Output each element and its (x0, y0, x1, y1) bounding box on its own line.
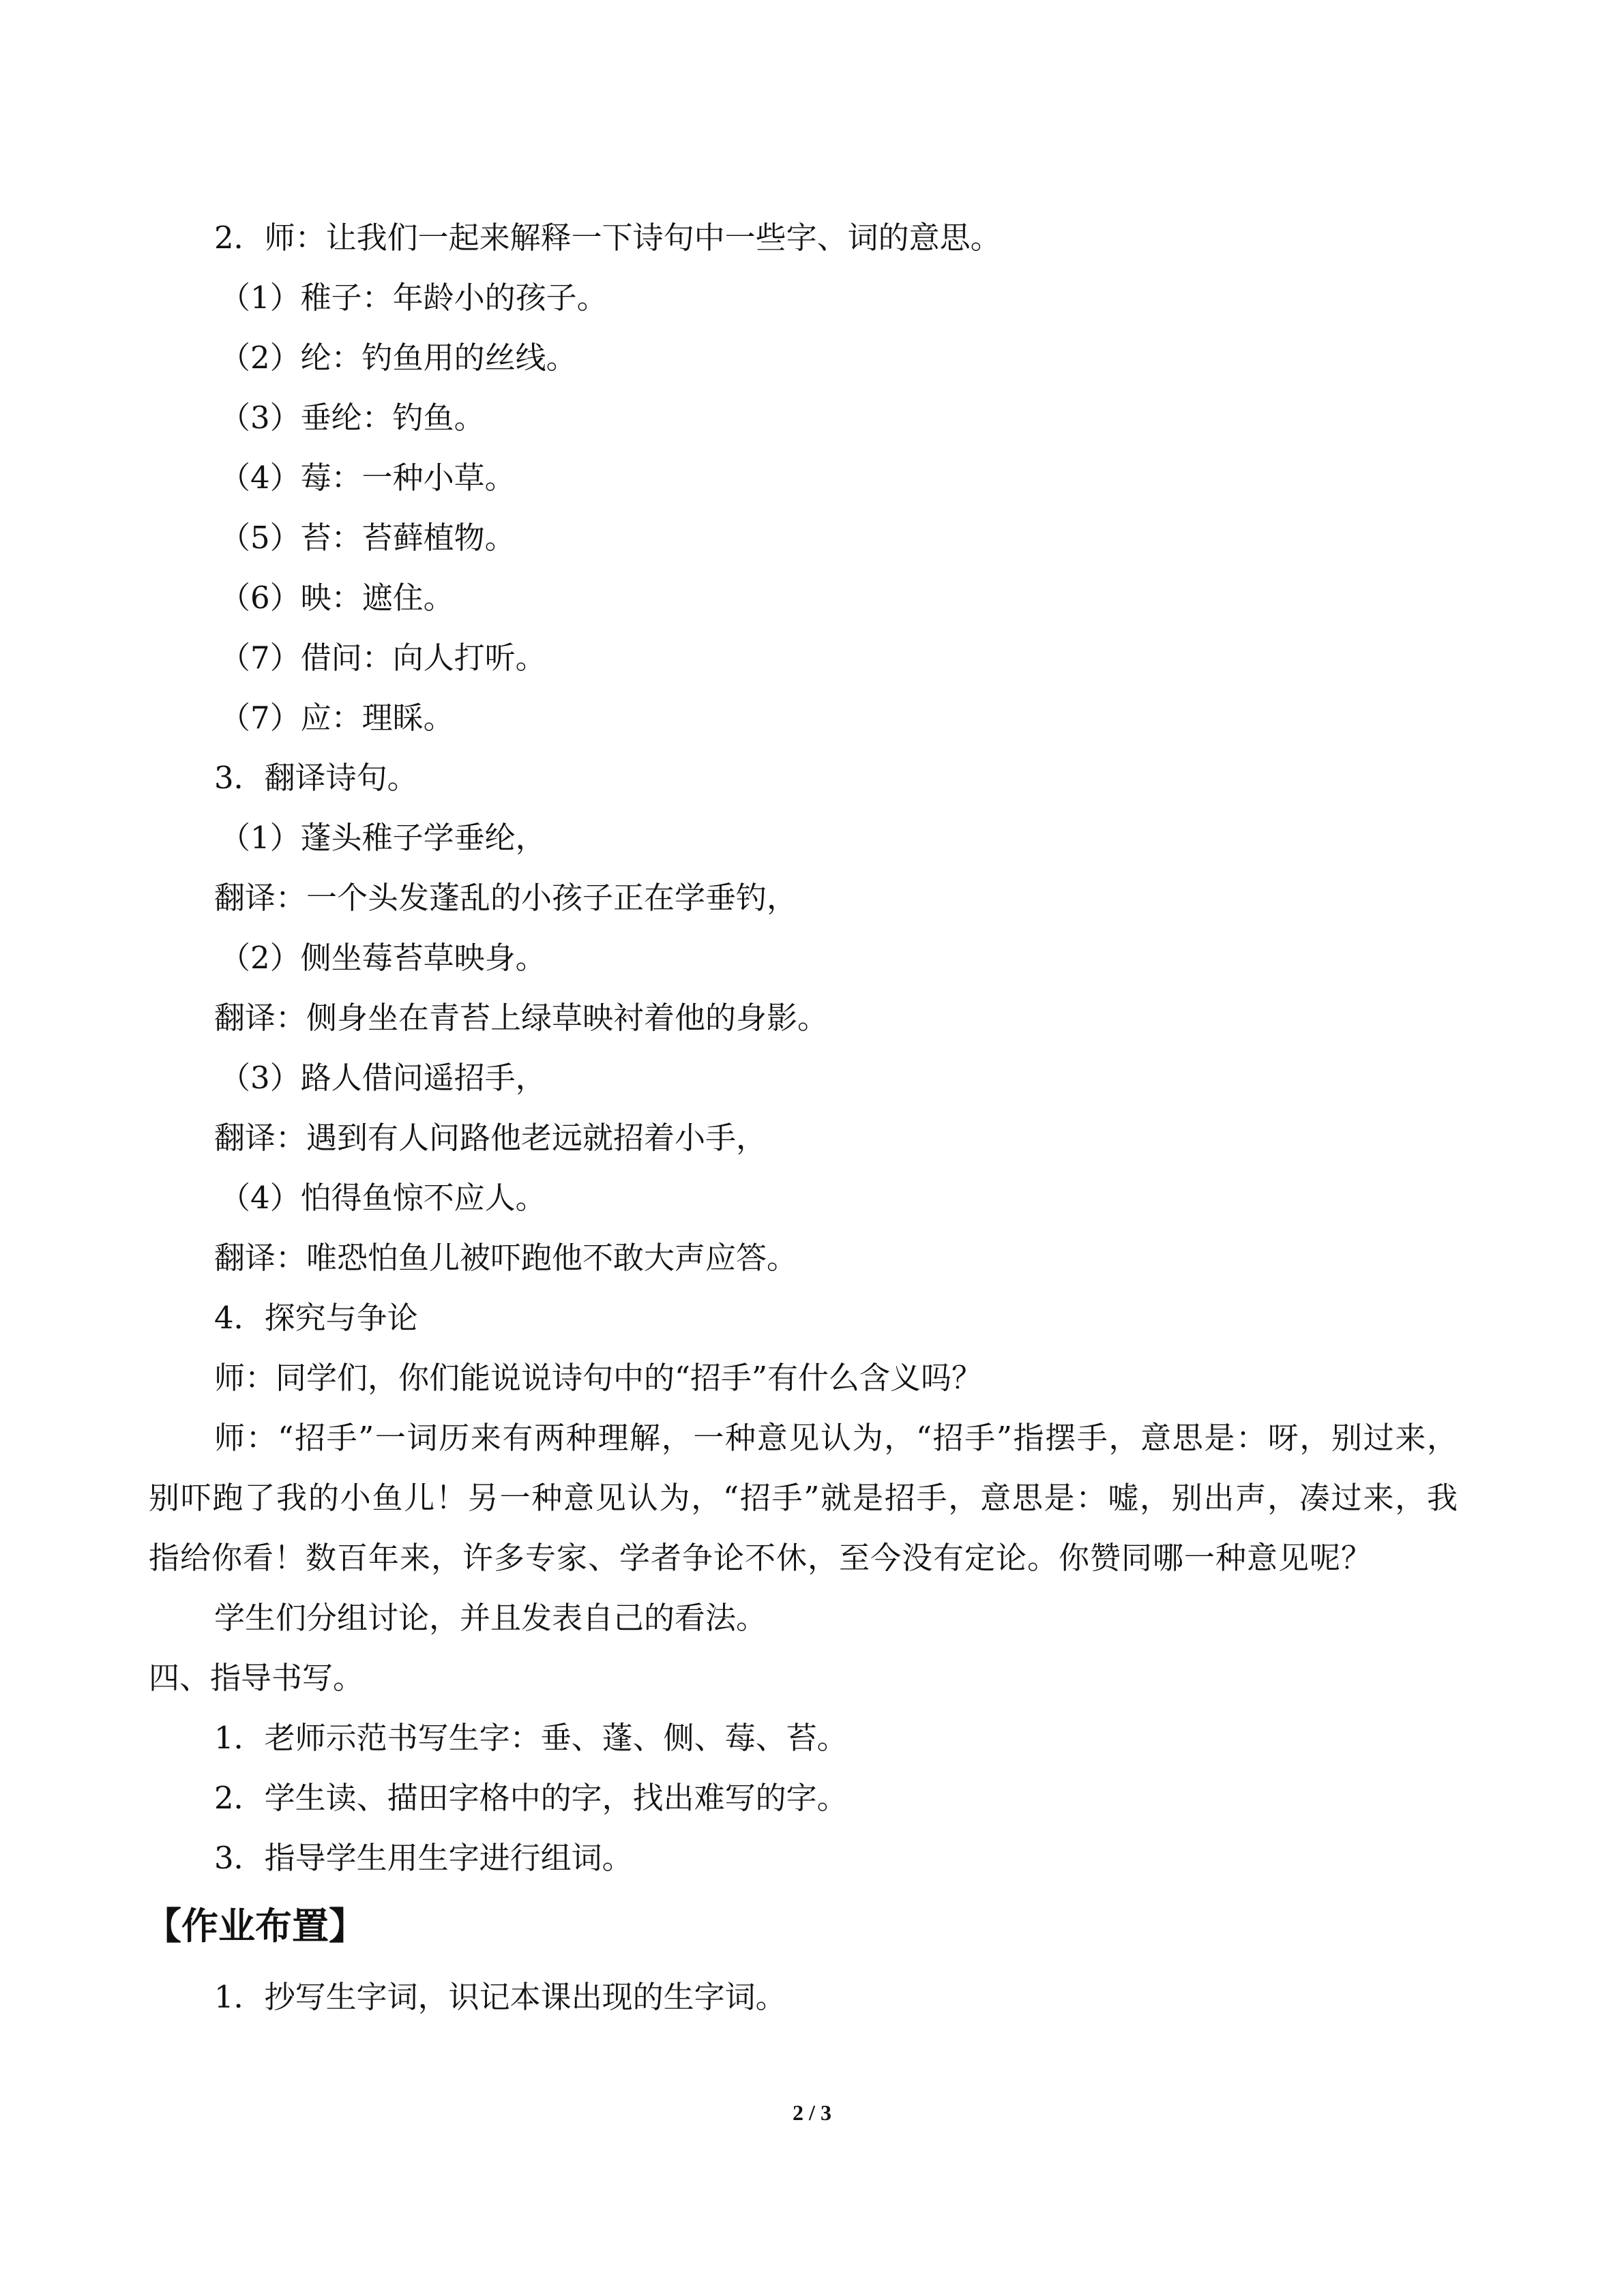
text-line: 翻译：侧身坐在青苔上绿草映衬着他的身影。 (214, 1000, 829, 1036)
page-number: 2 / 3 (793, 2100, 831, 2125)
text-line: （6）映：遮住。 (220, 580, 454, 616)
text-line: 翻译：遇到有人问路他老远就招着小手， (214, 1120, 767, 1156)
text-line: 3．翻译诗句。 (214, 760, 418, 796)
text-line: （2）纶：钓鱼用的丝线。 (220, 340, 577, 376)
paragraph: 师：“招手”一词历来有两种理解，一种意见认为，“招手”指摆手，意思是：呀，别过来，别吓跑了我的小鱼儿！另一种意见认为，“招手”就是招手，意思是：嘘，别出声，凑过来，我指给你看！数百年来，许多专家、学者争论不休，至今没有定论。你赞同哪一种意见呢？ (149, 1420, 1458, 1576)
text-line: （2）侧坐莓苔草映身。 (220, 940, 546, 976)
text-line: （7）应：理睬。 (220, 700, 454, 736)
text-line: （3）路人借问遥招手， (220, 1060, 546, 1096)
text-line: （1）稚子：年龄小的孩子。 (220, 280, 608, 316)
text-line: 翻译：唯恐怕鱼儿被吓跑他不敢大声应答。 (214, 1240, 798, 1276)
text-line: 4．探究与争论 (214, 1300, 418, 1336)
text-line: （4）莓：一种小草。 (220, 460, 516, 496)
section-heading: 四、指导书写。 (149, 1660, 364, 1696)
text-line: 1．抄写生字词，识记本课出现的生字词。 (214, 1979, 786, 2015)
text-line: 师：同学们，你们能说说诗句中的“招手”有什么含义吗？ (214, 1360, 983, 1396)
text-line: 2．学生读、描田字格中的字，找出难写的字。 (214, 1780, 848, 1816)
page-content (145, 208, 1458, 2027)
text-line: 1．老师示范书写生字：垂、蓬、侧、莓、苔。 (214, 1720, 848, 1756)
homework-heading: 【作业布置】 (145, 1905, 366, 1948)
text-line: （7）借问：向人打听。 (220, 640, 546, 676)
text-line: （3）垂纶：钓鱼。 (220, 400, 485, 436)
text-line: 3．指导学生用生字进行组词。 (214, 1840, 633, 1876)
text-line: 翻译：一个头发蓬乱的小孩子正在学垂钓， (214, 880, 798, 916)
text-line: （1）蓬头稚子学垂纶， (220, 820, 546, 856)
text-line: 学生们分组讨论，并且发表自己的看法。 (214, 1600, 767, 1636)
text-line: （5）苔：苔藓植物。 (220, 520, 516, 556)
text-line: 2．师：让我们一起来解释一下诗句中一些字、词的意思。 (214, 220, 1001, 256)
text-line: （4）怕得鱼惊不应人。 (220, 1180, 546, 1216)
